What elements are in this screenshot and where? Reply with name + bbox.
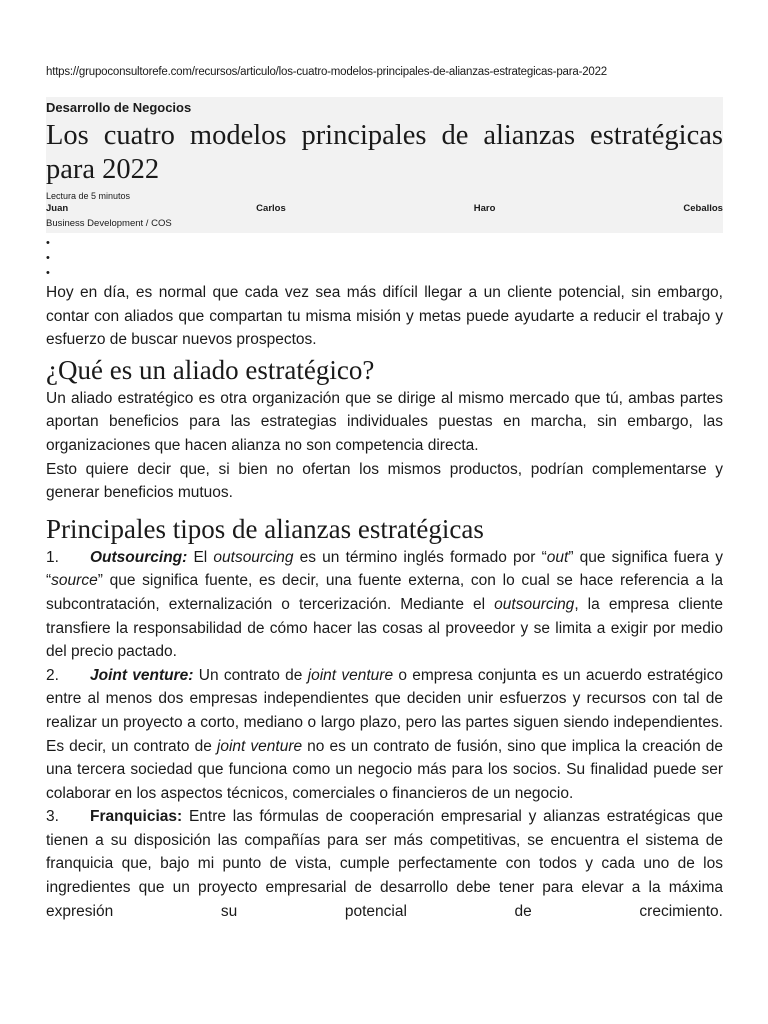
list-emphasis: outsourcing xyxy=(213,548,294,566)
list-emphasis: source xyxy=(51,572,98,590)
list-item-franquicias xyxy=(46,805,723,923)
author-name-part: Carlos xyxy=(256,203,286,214)
list-text: es un término inglés formado por “ xyxy=(293,548,547,566)
article-category[interactable]: Desarrollo de Negocios xyxy=(46,100,192,115)
list-term: Franquicias: xyxy=(90,808,183,826)
aliado-paragraph-2: Esto quiere decir que, si bien no ofertan los mismos productos, podrían complementarse y generar beneficios mutuos. xyxy=(46,460,723,502)
list-emphasis: out xyxy=(546,548,569,566)
article-header xyxy=(46,97,723,233)
list-text: ” que significa fuera y “ xyxy=(46,548,724,590)
list-item-outsourcing xyxy=(46,546,723,664)
list-term: Outsourcing: xyxy=(90,548,188,566)
share-bullet-list xyxy=(46,236,50,281)
list-text: Un contrato de xyxy=(193,666,308,684)
list-emphasis: joint venture xyxy=(216,737,303,755)
author-name-part: Haro xyxy=(473,203,496,214)
bullet-item: • xyxy=(46,267,50,279)
author-role: Business Development / COS xyxy=(46,218,172,229)
list-text: , la empresa cliente transfiere la responsabilidad de cómo hacer las cosas al proveedor y se limita a exigir por medio del precio pactado. xyxy=(46,595,723,661)
article-body xyxy=(46,281,723,923)
bullet-item: • xyxy=(46,237,50,249)
list-text: ” que significa fuente, es decir, una fuente externa, con lo cual se hace referencia a la subcontratación, externalización o tercerización. Mediante el xyxy=(46,572,723,613)
section-heading-aliado: ¿Qué es un aliado estratégico? xyxy=(46,354,375,385)
list-emphasis: outsourcing xyxy=(494,595,575,613)
list-number: 1. xyxy=(46,548,59,566)
list-item-joint-venture xyxy=(46,664,723,735)
list-text: no es un contrato de fusión, sino que implica la creación de una tercera sociedad que funciona como un negocio más para los socios. Su finalidad puede ser colaborar en los aspectos técnicos, comerciales o financieros de un negocio. xyxy=(46,737,723,802)
author-name-part: Juan xyxy=(46,203,69,214)
bullet-item: • xyxy=(46,252,50,264)
joint-venture-continuation xyxy=(46,735,723,806)
list-number: 3. xyxy=(46,808,59,826)
intro-paragraph: Hoy en día, es normal que cada vez sea más difícil llegar a un cliente potencial, sin embargo, contar con aliados que compartan tu misma misión y metas puede ayudarte a reducir el trabajo y esfuerzo de buscar nuevos prospectos. xyxy=(46,284,723,349)
list-text: Es decir, un contrato de xyxy=(46,737,217,755)
list-number: 2. xyxy=(46,666,59,684)
list-text: o empresa conjunta es un acuerdo estratégico entre al menos dos empresas independientes que deciden unir esfuerzos y recursos con tal de realizar un proyecto a corto, mediano o largo plazo, pero las partes siguen siendo independientes. xyxy=(46,666,724,731)
list-term: Joint venture: xyxy=(90,666,194,684)
list-text: El xyxy=(187,548,214,566)
read-time: Lectura de 5 minutos xyxy=(46,191,131,201)
author-name-part: Ceballos xyxy=(683,203,723,214)
author-name[interactable] xyxy=(46,203,723,214)
section-heading-tipos: Principales tipos de alianzas estratégicas xyxy=(46,513,484,544)
page-url[interactable]: https://grupoconsultorefe.com/recursos/articulo/los-cuatro-modelos-principales-de-alianzas-estrategicas-para-2022 xyxy=(46,66,607,78)
article-title: Los cuatro modelos principales de alianzas estratégicas para 2022 xyxy=(46,120,723,185)
aliado-paragraph-1: Un aliado estratégico es otra organización que se dirige al mismo mercado que tú, ambas partes aportan beneficios para las estrategias individuales puestas en marcha, sin embargo, las organizaciones que hacen alianza no son competencia directa. xyxy=(46,389,723,454)
list-emphasis: joint venture xyxy=(307,666,394,684)
list-text: Entre las fórmulas de cooperación empresarial y alianzas estratégicas que tienen a su disposición las compañías para ser más competitivas, se encuentra el sistema de franquicia que, bajo mi punto de vista, cumple perfectamente con todos y cada uno de los ingredientes que un proyecto empresarial de desarrollo debe tener para elevar a la máxima expresión su potencial de crecimiento. xyxy=(46,808,723,920)
